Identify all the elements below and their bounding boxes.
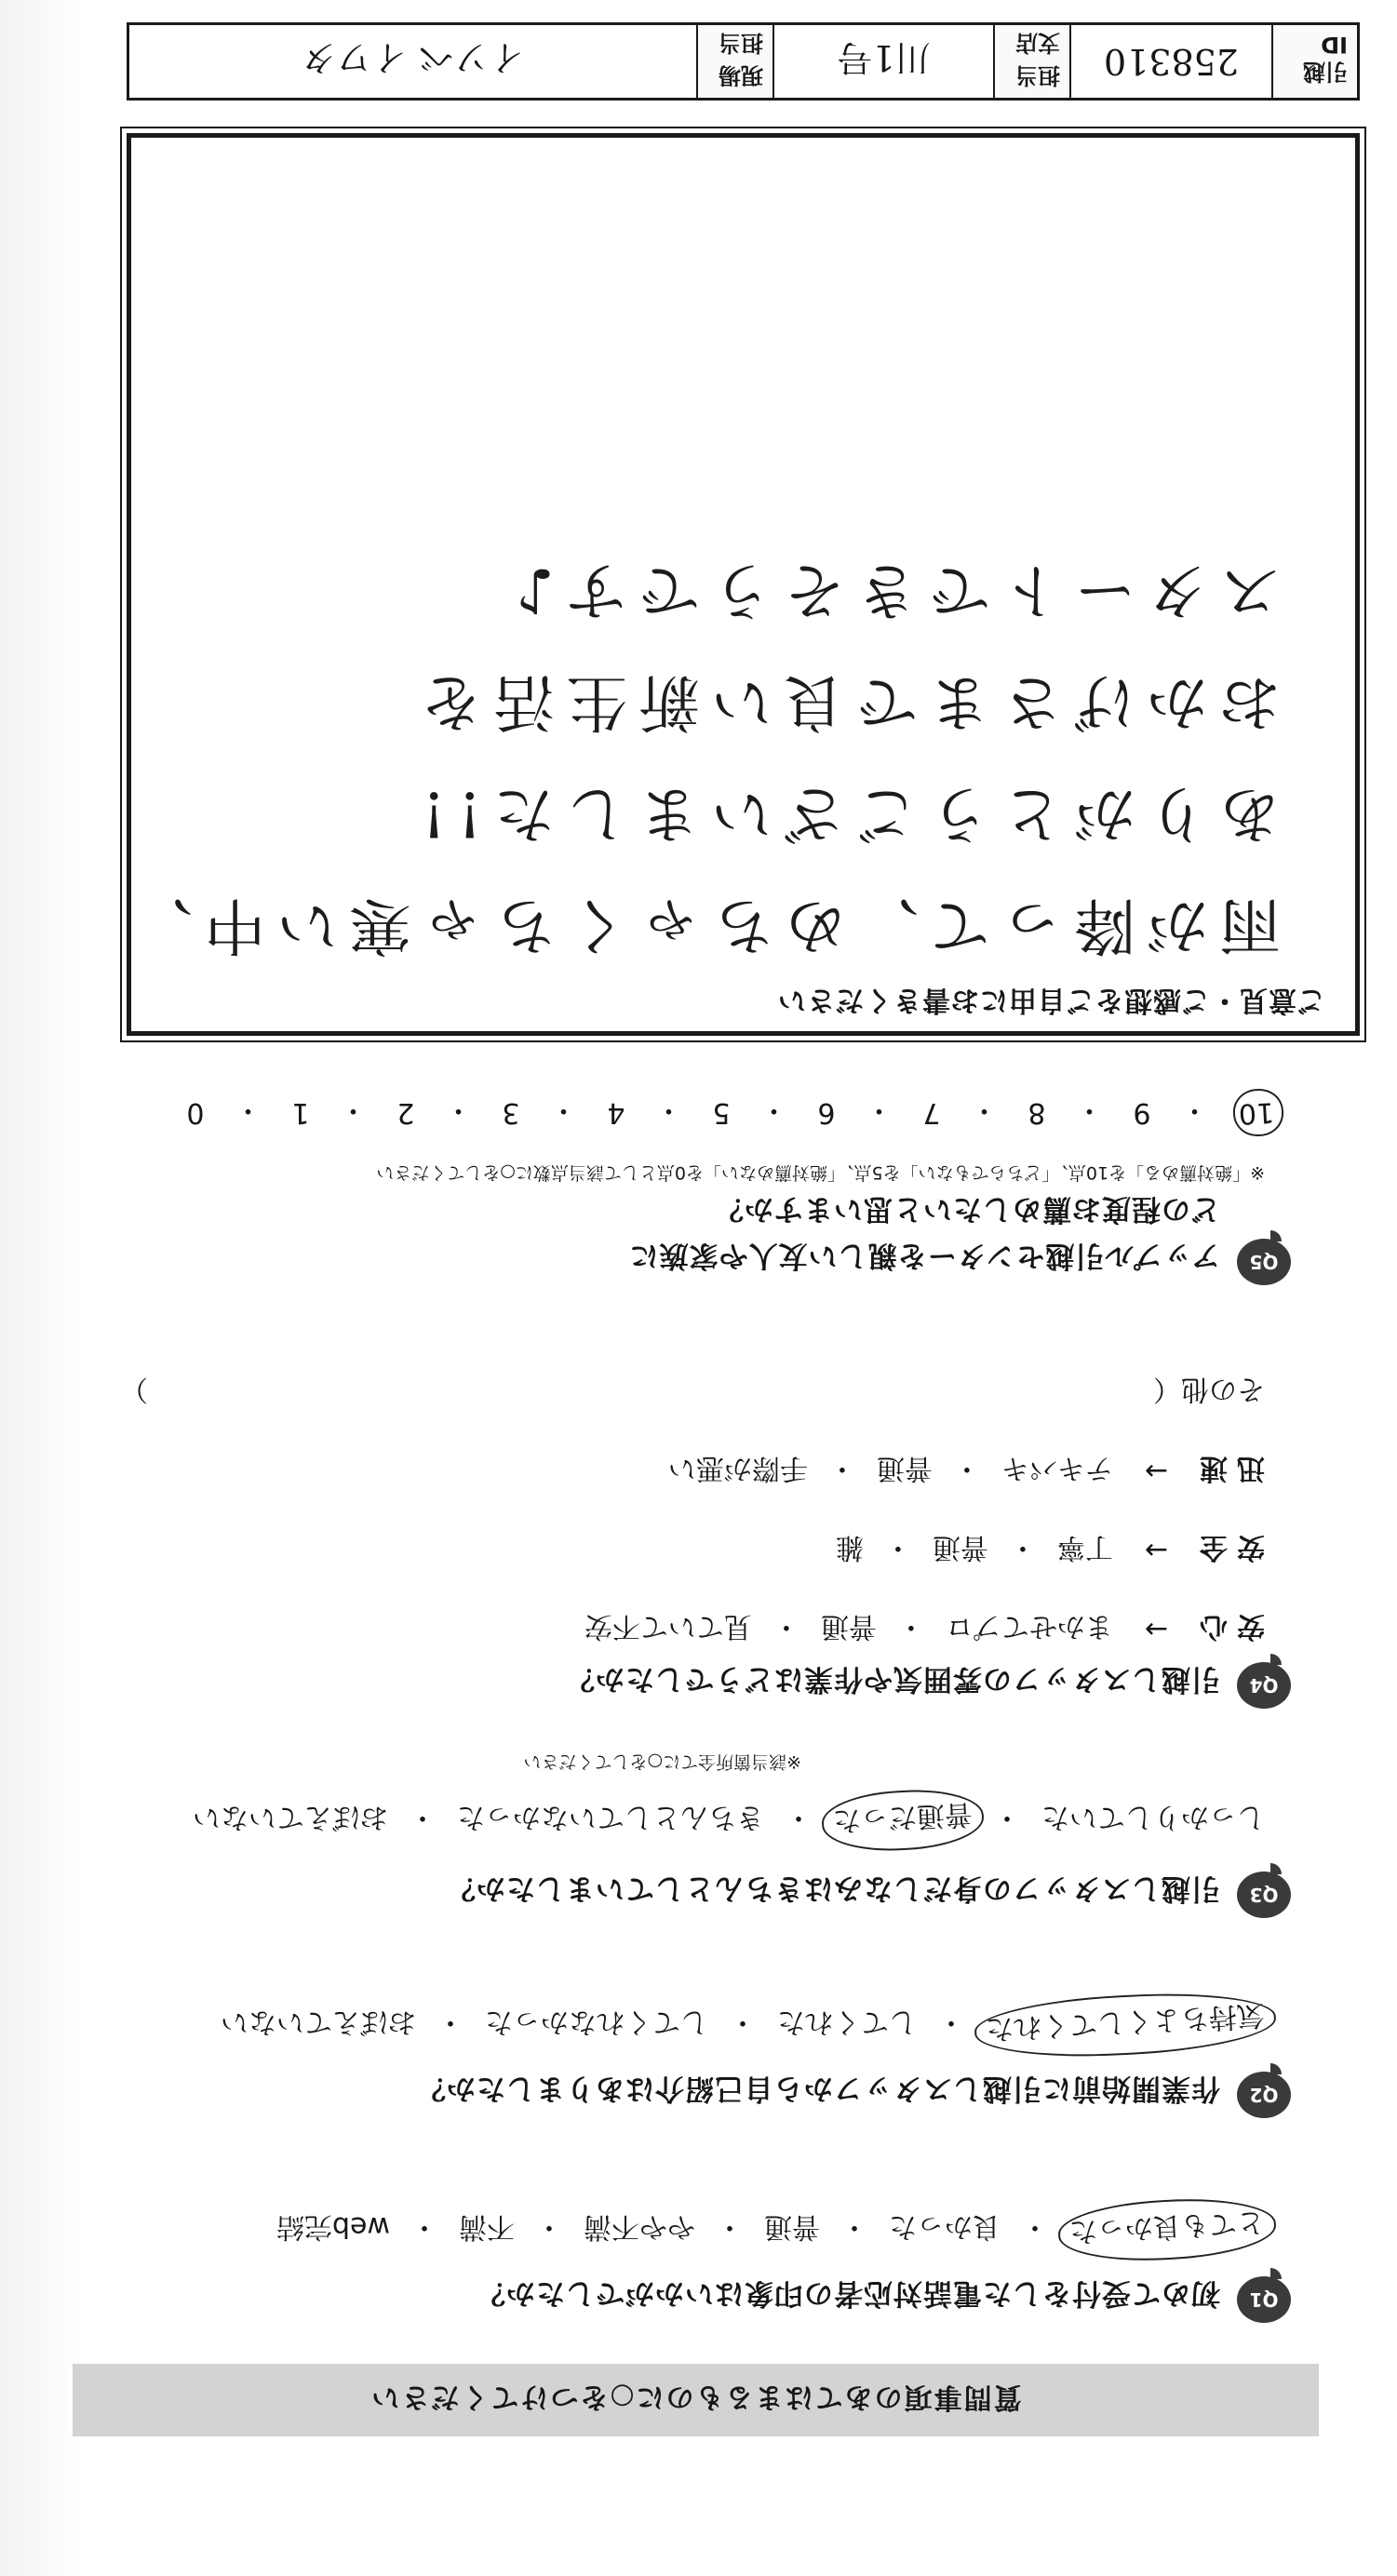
q4-row-3-option-2[interactable]: 普通 [876,1452,933,1484]
q4-row-2: 安全 → 丁寧 ・ 普通 ・ 雑 [836,1530,1265,1571]
handwritten-line-4: スタートできそうです♪ [504,555,1281,626]
q4-row-2-option-3[interactable]: 雑 [835,1531,864,1563]
q3-option-2-selected[interactable]: 普通だった [820,1786,985,1854]
handwritten-line-2: ありがとうございました!! [410,778,1281,850]
q3-option-1[interactable]: しっかりしていた [1041,1801,1265,1833]
q4-row-2-label: 安全 [1190,1531,1265,1563]
handwritten-line-3: おかげさまで良い新生活を [410,666,1281,738]
q4-other [120,1372,1265,1413]
arrow-icon: → [1144,1455,1168,1488]
q4-row-2-option-2[interactable]: 普通 [932,1531,988,1563]
q4-row-3: 迅速 → テキパキ ・ 普通 ・ 手際が悪い [668,1451,1265,1492]
header-info-row [127,22,1360,101]
q5-score-0[interactable]: 0 [186,1096,205,1130]
comments-box[interactable] [120,133,1360,1036]
handwritten-line-1: 雨が降って、めちゃくちゃ寒い中、 [120,890,1281,961]
q1-option-6[interactable]: web完結 [275,2210,390,2243]
question-badge-q4: Q4 [1237,1662,1291,1709]
question-badge-q3: Q3 [1237,1872,1291,1918]
q5-score-7[interactable]: 7 [922,1096,941,1130]
question-badge-q1: Q1 [1237,2276,1291,2323]
q4-other-close: ） [120,1373,148,1405]
question-5-text: アップル引越センターを親しい友人や家族に [628,1239,1220,1272]
q4-row-1-option-3[interactable]: 見ていて不安 [584,1610,752,1643]
arrow-icon: → [1144,1613,1168,1646]
question-4-text: 引越しスタッフの雰囲気や作業はどうでしたか？ [565,1662,1220,1696]
q4-other-label: その他（ [1153,1373,1265,1405]
question-badge-q2: Q2 [1237,2072,1291,2118]
q4-row-1-option-2[interactable]: 普通 [820,1610,877,1643]
q5-score-1[interactable]: 1 [291,1096,310,1130]
q5-score-3[interactable]: 3 [502,1096,520,1130]
q3-option-4[interactable]: おぼえていない [193,1801,388,1833]
q1-option-3[interactable]: 普通 [764,2210,820,2243]
question-1-text: 初めて受付をした電話対応者の印象はいかがでしたか？ [476,2276,1220,2310]
question-3 [84,1845,1285,1920]
q4-row-1-option-1[interactable]: まかせてプロ [945,1610,1113,1643]
move-id-label: 引越ID [1271,25,1357,98]
comments-title: ご意見・ご感想をご自由にお書きください [777,984,1325,1016]
q4-row-3-option-1[interactable]: テキパキ [1001,1452,1113,1484]
q2-options: 気持ちよくしてくれた ・ してくれた ・ してくれなかった ・ おぼえていない [221,2005,1265,2046]
q1-option-1-selected[interactable]: とても良かった [1056,2194,1277,2265]
q4-note: ※該当箇所全てに○をしてください [523,1751,801,1772]
q3-option-3[interactable]: きちんとしていなかった [457,1801,764,1833]
q2-option-2[interactable]: してくれた [777,2006,917,2038]
q2-option-1-selected[interactable]: 気持ちよくしてくれた [974,1988,1278,2063]
q5-score-8[interactable]: 8 [1028,1096,1046,1130]
q5-score-9[interactable]: 9 [1133,1096,1151,1130]
q1-option-4[interactable]: やや不満 [584,2210,695,2243]
question-badge-q5: Q5 [1237,1239,1291,1285]
question-2 [84,2046,1285,2120]
question-3-text: 引越しスタッフの身だしなみはきちんとしていましたか？ [446,1872,1220,1905]
staff-label: 現場担当 [696,25,772,98]
q5-score-10-selected[interactable]: 10 [1232,1088,1285,1138]
q5-score-4[interactable]: 4 [607,1096,625,1130]
branch-value[interactable]: 川1号 [772,25,993,98]
branch-label: 担当支店 [993,25,1069,98]
q4-row-1-label: 安心 [1190,1610,1265,1643]
q4-row-2-option-1[interactable]: 丁寧 [1056,1531,1113,1563]
q5-score-2[interactable]: 2 [396,1096,415,1130]
q1-option-5[interactable]: 不満 [459,2210,515,2243]
q4-row-3-label: 迅速 [1190,1452,1265,1484]
arrow-icon: → [1144,1534,1168,1567]
staff-value[interactable]: イソベ イワタ [301,37,525,79]
q4-row-3-option-3[interactable]: 手際が悪い [667,1452,808,1484]
q3-options: しっかりしていた ・ 普通だった ・ きちんとしていなかった ・ おぼえていない [193,1800,1265,1841]
question-2-text: 作業開始前に引越しスタッフから自己紹介はありましたか？ [416,2072,1220,2105]
move-id-value[interactable]: 258310 [1069,25,1271,98]
q5-note: ※「絶対薦める」を10点、「どちらでもない」を5点、「絶対薦めない」を0点として該当点数に○をしてください [376,1162,1265,1183]
q2-option-4[interactable]: おぼえていない [221,2006,416,2038]
q5-score-6[interactable]: 6 [817,1096,836,1130]
q4-row-1: 安心 → まかせてプロ ・ 普通 ・ 見ていて不安 [584,1609,1265,1650]
scan-edge-shadow [0,0,86,2576]
q1-options: とても良かった ・ 良かった ・ 普通 ・ やや不満 ・ 不満 ・ web完結 [276,2209,1265,2250]
q5-score-5[interactable]: 5 [712,1096,731,1130]
question-5 [84,1175,1285,1287]
q5-scale: 10 ・ 9 ・ 8 ・ 7 ・ 6 ・ 5 ・ 4 ・ 3 ・ 2 ・ 1 ・ 0 [180,1093,1283,1134]
question-5-text-2: どの程度お薦めしたいと思いますか？ [714,1192,1220,1226]
instruction-band: 質問事項のあてはまるものに○をつけてください [73,2364,1319,2436]
q2-option-3[interactable]: してくれなかった [485,2006,708,2038]
q1-option-2[interactable]: 良かった [889,2210,1001,2243]
